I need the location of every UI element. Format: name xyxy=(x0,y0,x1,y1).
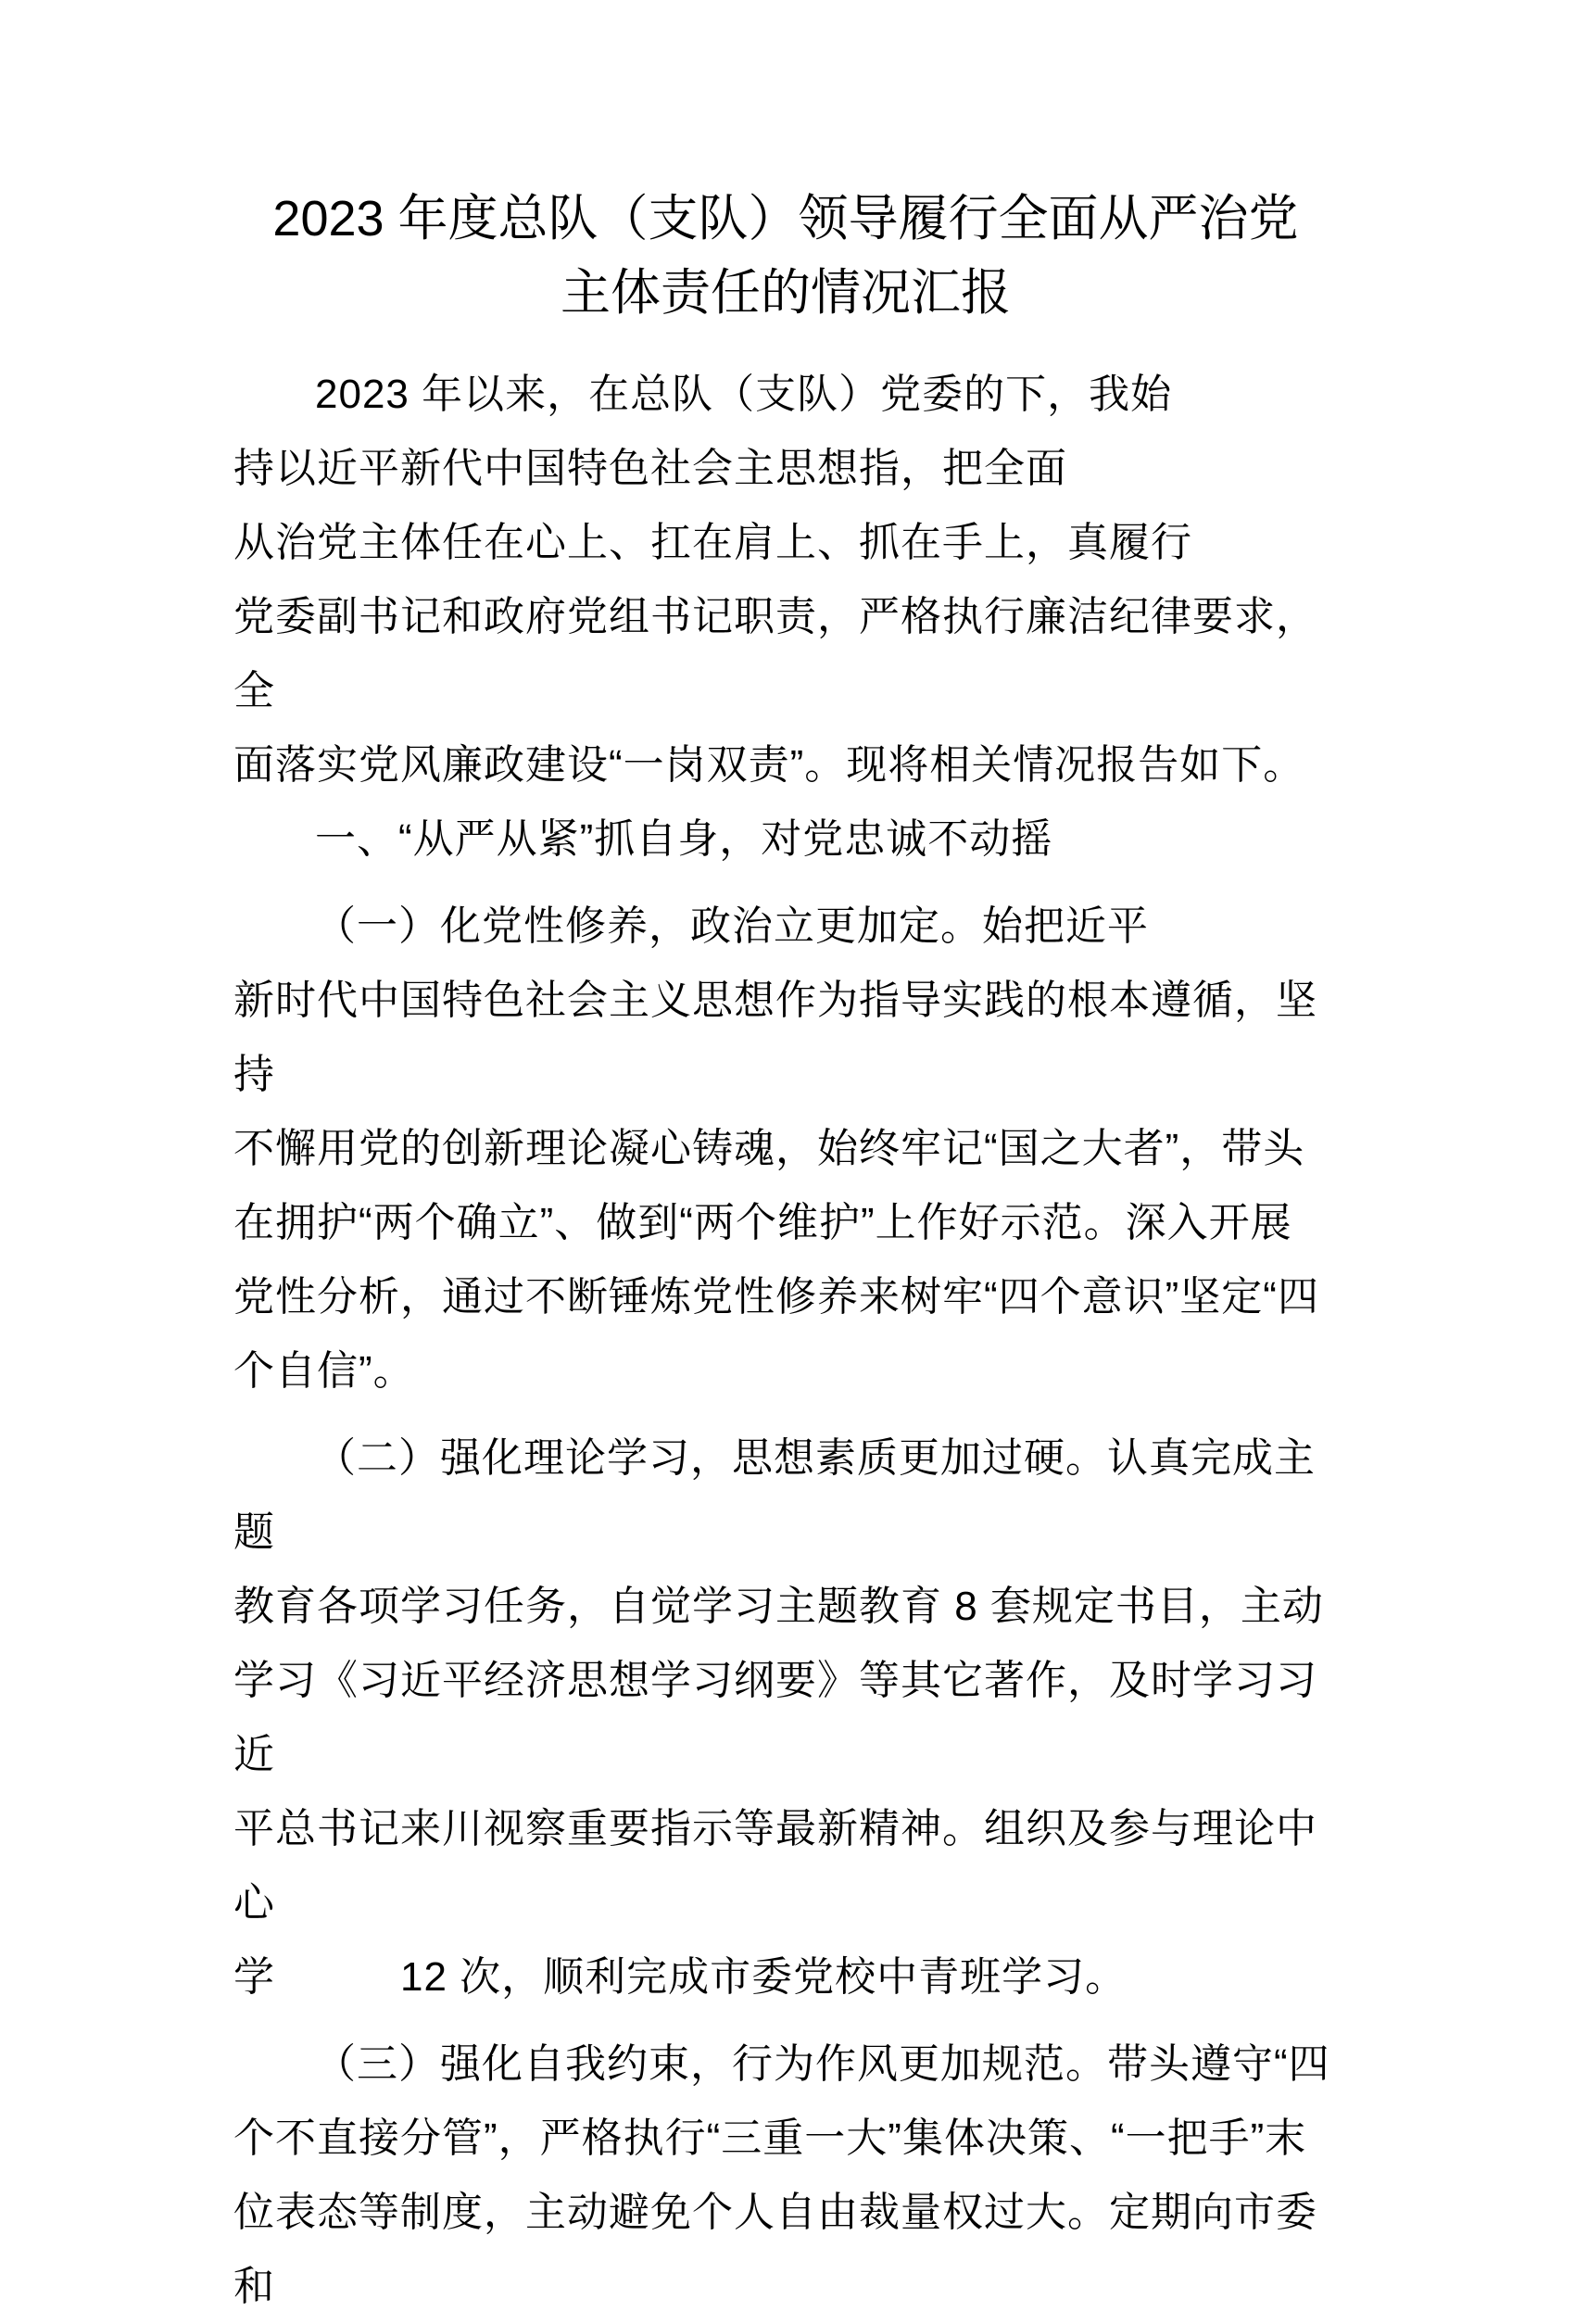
paragraph-line: 党委副书记和政府党组书记职责，严格执行廉洁纪律要求，全 xyxy=(233,594,1317,714)
paragraph-line: 面落实党风廉政建设“一岗双责”。现将相关情况报告如下。 xyxy=(233,742,1305,788)
paragraph-line: 从治党主体任在心上、扛在肩上、抓在手上，真履行 xyxy=(233,520,1192,565)
paragraph-line: 党性分析，通过不断锤炼党性修养来树牢“四个意识”坚定“四 xyxy=(233,1274,1319,1320)
paragraph-line: 持以近平新代中国特色社会主思想指，把全面 xyxy=(233,446,1067,491)
document-title-line-1: 2023 年度总队（支队）领导履行全面从严治党 xyxy=(272,191,1299,246)
paragraph-line: 学 12 次，顺利完成市委党校中青班学习。 xyxy=(233,1954,1128,2000)
paragraph-line: 2023 年以来，在总队（支队）党委的下，我始 xyxy=(315,372,1173,417)
paragraph-line: 学习《习近平经济思想学习纲要》等其它著作，及时学习习近 xyxy=(233,1658,1317,1777)
paragraph xyxy=(233,890,1338,1408)
section-heading xyxy=(233,802,1338,877)
paragraph-line: （二）强化理论学习，思想素质更加过硬。认真完成主题 xyxy=(233,1435,1316,1555)
document-body xyxy=(233,358,1338,2324)
paragraph-line: 个自信”。 xyxy=(233,1348,415,1394)
paragraph-line: 位表态等制度，主动避免个人自由裁量权过大。定期向市委和 xyxy=(233,2190,1317,2309)
paragraph xyxy=(233,2027,1338,2324)
paragraph-line: 在拥护“两个确立”、做到“两个维护”上作好示范。深入开展 xyxy=(233,1200,1292,1245)
heading-line: 一、“从严从紧”抓自身，对党忠诚不动摇 xyxy=(315,816,1053,862)
paragraph xyxy=(233,1421,1338,2015)
document-title-line-2: 主体责任的情况汇报 xyxy=(561,265,1011,321)
paragraph-line: 平总书记来川视察重要指示等最新精神。组织及参与理论中心 xyxy=(233,1806,1317,1926)
paragraph-line: 教育各项学习任务，自觉学习主题教育 8 套规定书目，主动 xyxy=(233,1584,1324,1629)
paragraph-line: 新时代中国特色社会主义思想作为指导实践的根本遵循，坚持 xyxy=(233,978,1317,1097)
document-title xyxy=(233,182,1338,330)
paragraph-line: （三）强化自我约束，行为作风更加规范。带头遵守“四 xyxy=(315,2041,1330,2087)
paragraph-line: （一）化党性修养，政治立更加定。始把近平 xyxy=(315,903,1149,949)
paragraph xyxy=(233,358,1338,802)
paragraph-line: 不懈用党的创新理论凝心铸魂，始终牢记“国之大者”，带头 xyxy=(233,1126,1305,1171)
paragraph-line: 个不直接分管”，严格执行“三重一大”集体决策、“一把手”末 xyxy=(233,2116,1307,2161)
